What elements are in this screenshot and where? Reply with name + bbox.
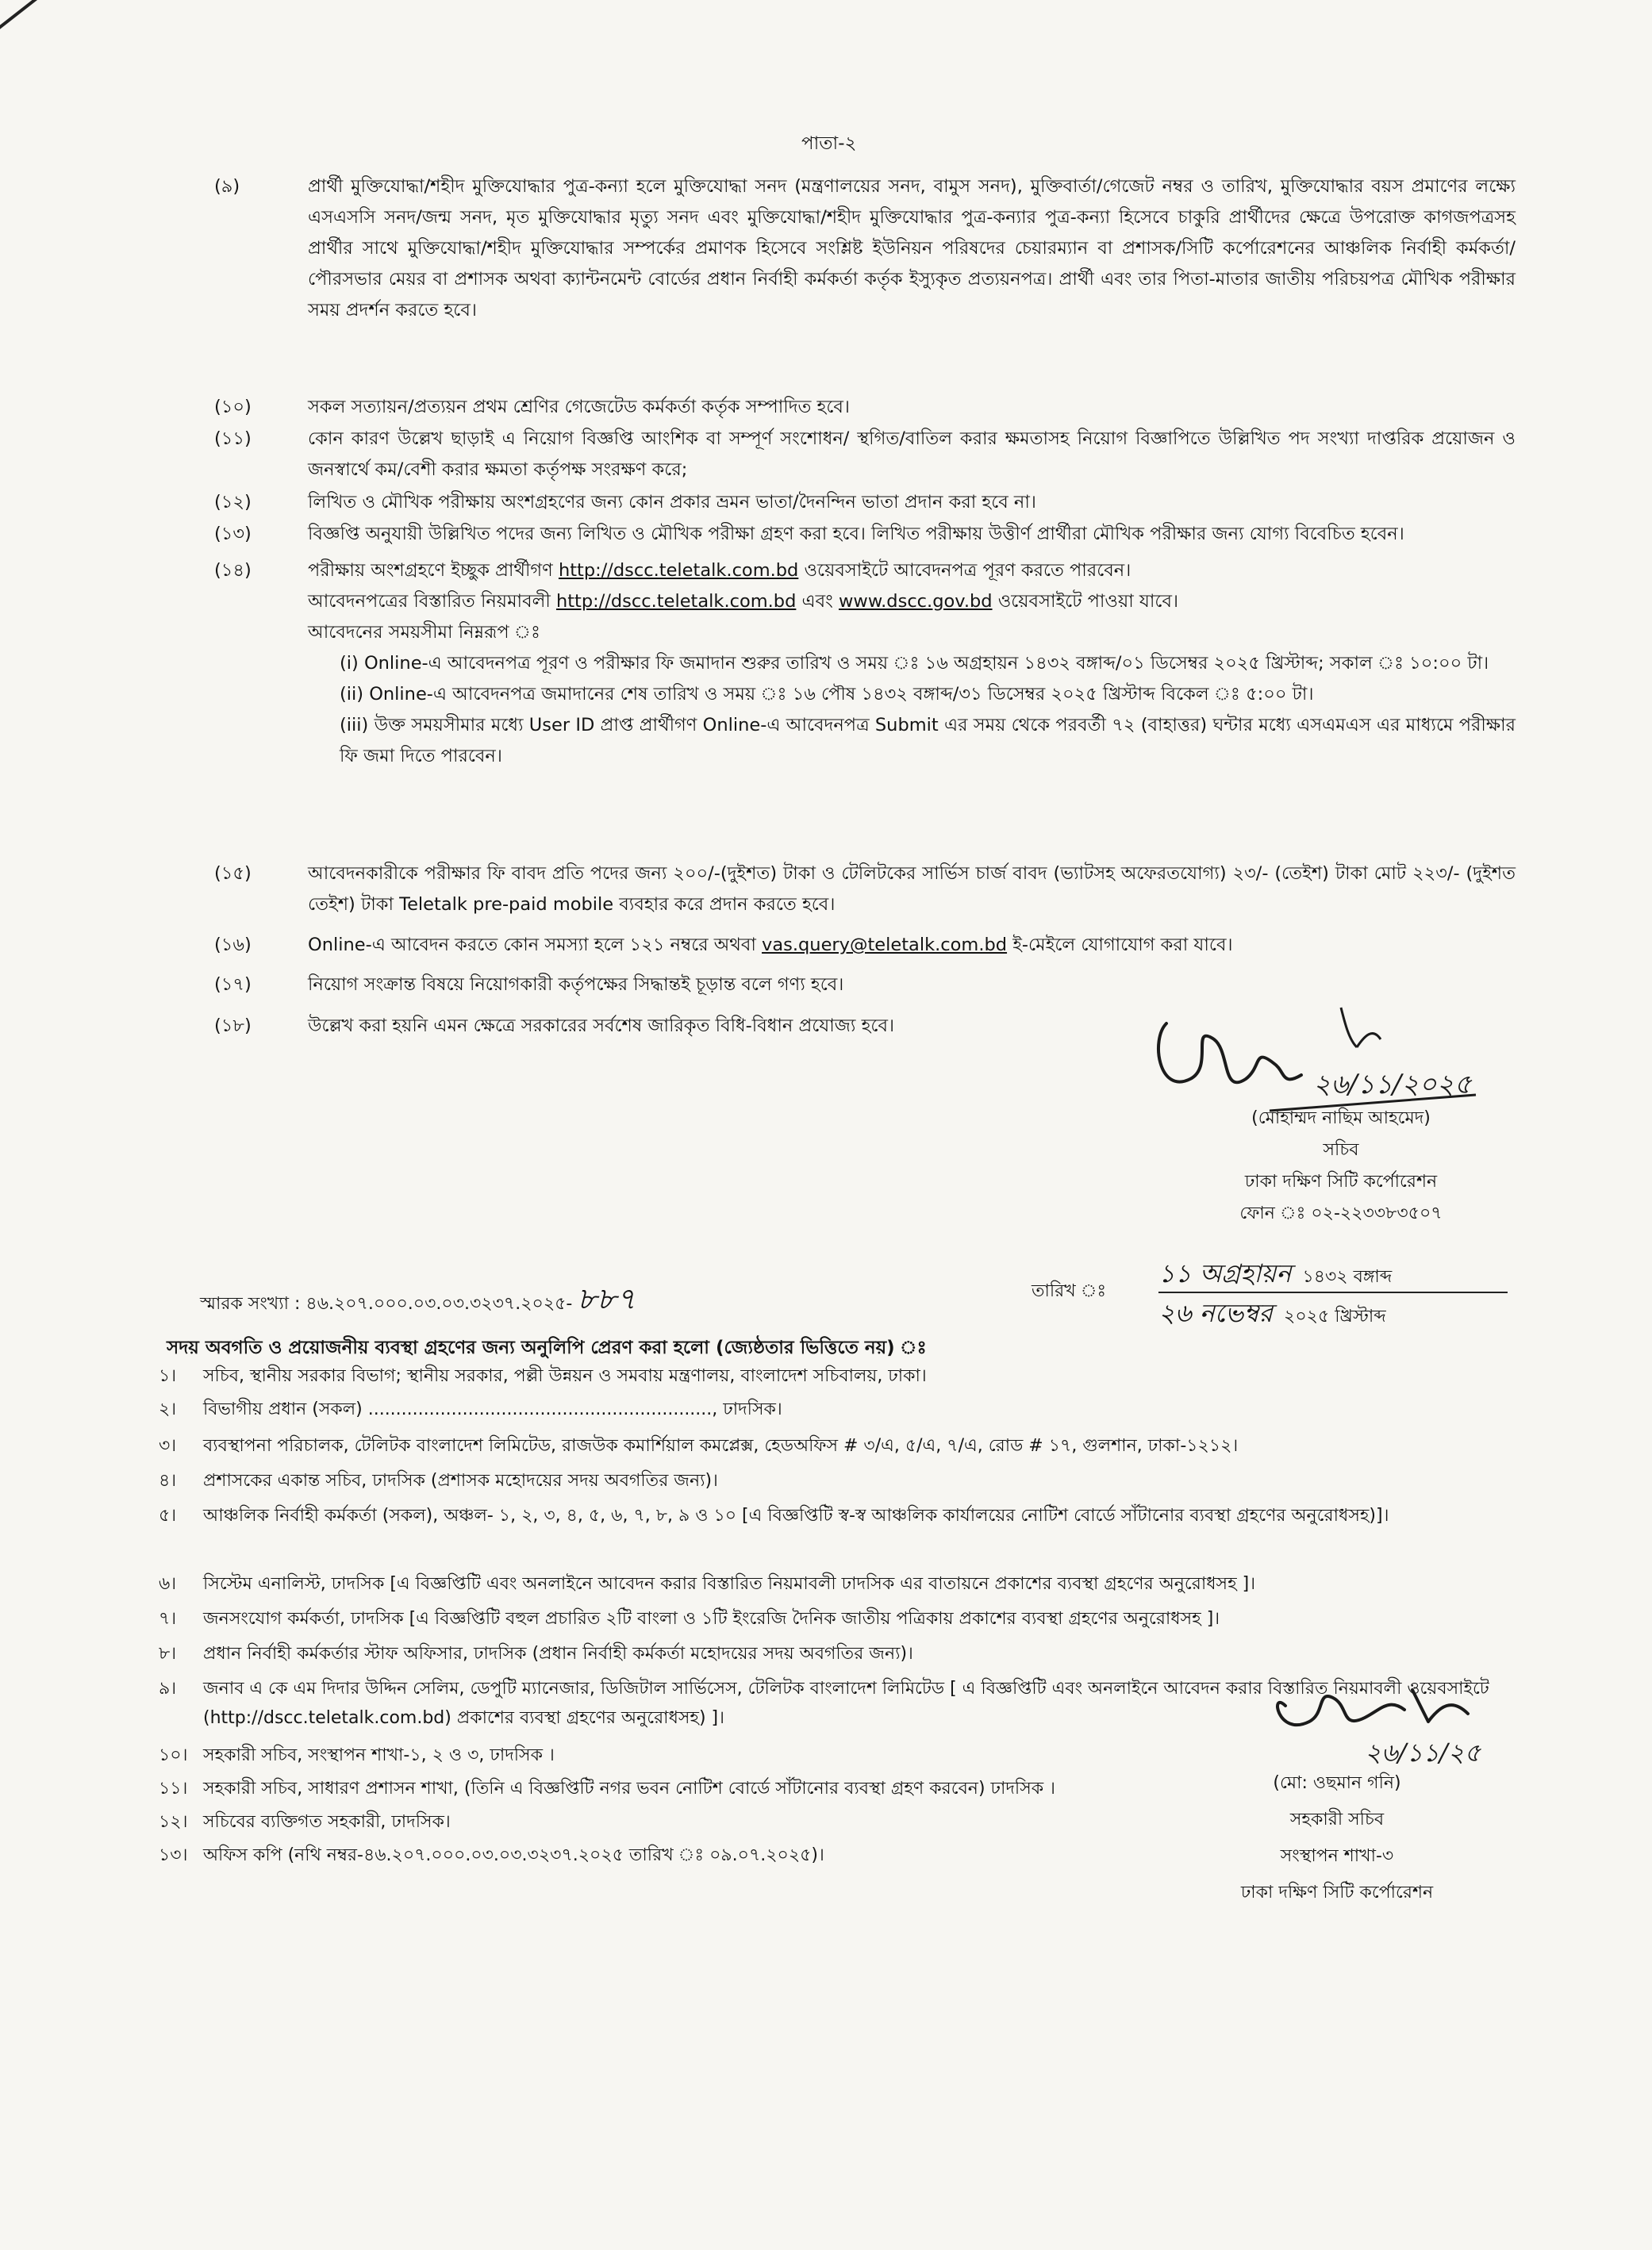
page-number: পাতা-২ xyxy=(801,133,857,154)
scan-corner-mark xyxy=(0,0,68,35)
term-number: (১৫) xyxy=(214,863,252,884)
cc-item: ১২। সচিবের ব্যক্তিগত সহকারী, ঢাদসিক। xyxy=(159,1812,451,1832)
teletalk-link[interactable]: http://dscc.teletalk.com.bd xyxy=(555,591,797,612)
signatory-title: সচিব xyxy=(1323,1140,1359,1160)
gregorian-date: ২৬ নভেম্বর ২০২৫ খ্রিস্টাব্দ xyxy=(1158,1298,1386,1328)
cc-item: ৯। জনাব এ কে এম দিদার উদ্দিন সেলিম, ডেপুটি ম্যানেজার, ডিজিটাল সার্ভিসেস, টেলিটক বাংলাদেশ লিমিটেড [ এ বিজ্ঞপ্তিটি এবং অনলাইনে আবেদন করার বিস্তারিত নিয়মাবলী ওয়েবসাইটে (http://dscc.teletalk.com.bd) প্রকাশের ব্যবস্থা গ্রহণের অনুরোধসহ) ]। xyxy=(159,1679,1489,1728)
signatory-org: ঢাকা দক্ষিণ সিটি কর্পোরেশন xyxy=(1244,1172,1438,1192)
term-9 xyxy=(214,171,1516,326)
term-11 xyxy=(214,424,1516,486)
term-14-line-3: আবেদনের সময়সীমা নিম্নরূপ ঃ xyxy=(308,622,540,643)
term-16: (১৬) Online-এ আবেদন করতে কোন সমস্যা হলে ১২১ নম্বরে অথবা vas.query@teletalk.com.bd ই-মেইলে যোগাযোগ করা যাবে। xyxy=(214,930,1516,961)
cc-item: ৭। জনসংযোগ কর্মকর্তা, ঢাদসিক [এ বিজ্ঞপ্তিটি বহুল প্রচারিত ২টি বাংলা ও ১টি ইংরেজি দৈনিক জাতীয় পত্রিকায় প্রকাশের ব্যবস্থা গ্রহণের অনুরোধসহ ]। xyxy=(159,1609,1220,1629)
signatory-org: ঢাকা দক্ষিণ সিটি কর্পোরেশন xyxy=(1240,1883,1434,1903)
cc-item: ২। বিভাগীয় প্রধান (সকল) .............................................................., ঢাদসিক। xyxy=(159,1400,782,1419)
term-number: (১৭) xyxy=(214,974,252,995)
term-text: বিজ্ঞপ্তি অনুযায়ী উল্লিখিত পদের জন্য লিখিত ও মৌখিক পরীক্ষা গ্রহণ করা হবে। লিখিত পরীক্ষায় উত্তীর্ণ প্রার্থীরা মৌখিক পরীক্ষার জন্য যোগ্য বিবেচিত হবেন। xyxy=(308,524,1404,544)
cc-item: ১১। সহকারী সচিব, সাধারণ প্রশাসন শাখা, (তিনি এ বিজ্ঞপ্তিটি নগর ভবন নোটিশ বোর্ডে সাঁটানোর ব্যবস্থা গ্রহণ করবেন) ঢাদসিক । xyxy=(159,1779,1055,1799)
teletalk-link[interactable]: http://dscc.teletalk.com.bd xyxy=(558,560,799,581)
cc-item: ৮। প্রধান নির্বাহী কর্মকর্তার স্টাফ অফিসার, ঢাদসিক (প্রধান নির্বাহী কর্মকর্তা মহোদয়ের সদয় অবগতির জন্য)। xyxy=(159,1644,913,1664)
term-number: (১৮) xyxy=(214,1016,252,1036)
term-14-sub-i: (i) Online-এ আবেদনপত্র পূরণ ও পরীক্ষার ফি জমাদান শুরুর তারিখ ও সময় ঃ ১৬ অগ্রহায়ন ১৪৩২ বঙ্গাব্দ/০১ ডিসেম্বর ২০২৫ খ্রিস্টাব্দ; সকাল ঃ ১০:০০ টা। xyxy=(340,653,1489,674)
term-number: (১০) xyxy=(214,397,252,417)
term-14-sub-ii: (ii) Online-এ আবেদনপত্র জমাদানের শেষ তারিখ ও সময় ঃ ১৬ পৌষ ১৪৩২ বঙ্গাব্দ/৩১ ডিসেম্বর ২০২৫ খ্রিস্টাব্দ বিকেল ঃ ৫:০০ টা। xyxy=(340,684,1314,705)
term-text: নিয়োগ সংক্রান্ত বিষয়ে নিয়োগকারী কর্তৃপক্ষের সিদ্ধান্তই চূড়ান্ত বলে গণ্য হবে। xyxy=(308,974,844,995)
memo-handwritten-number: ৮৮৭ xyxy=(577,1281,636,1316)
term-12 xyxy=(214,487,1516,518)
memo-number: স্মারক সংখ্যা : ৪৬.২০৭.০০০.০৩.০৩.৩২৩৭.২০২৫- ৮৮৭ xyxy=(200,1281,636,1316)
term-number: (১২) xyxy=(214,492,252,513)
term-text: প্রার্থী মুক্তিযোদ্ধা/শহীদ মুক্তিযোদ্ধার পুত্র-কন্যা হলে মুক্তিযোদ্ধা সনদ (মন্ত্রণালয়ের সনদ, বামুস সনদ), মুক্তিবার্তা/গেজেট নম্বর ও তারিখ, মুক্তিযোদ্ধার বয়স প্রমাণের লক্ষ্যে এসএসসি সনদ/জন্ম সনদ, মৃত মুক্তিযোদ্ধার মৃত্যু সনদ এবং মুক্তিযোদ্ধা/শহীদ মুক্তিযোদ্ধার পুত্র-কন্যার পুত্র-কন্যা হিসেবে চাকুরি প্রার্থীদের ক্ষেত্রে উপরোক্ত কাগজপত্রসহ প্রার্থীর সাথে মুক্তিযোদ্ধা/শহীদ মুক্তিযোদ্ধার সম্পর্কের প্রমাণক হিসেবে সংশ্লিষ্ট ইউনিয়ন পরিষদের চেয়ারম্যান বা প্রশাসক/সিটি কর্পোরেশনের আঞ্চলিক নির্বাহী কর্মকর্তা/পৌরসভার মেয়র বা প্রশাসক অথবা ক্যান্টনমেন্ট বোর্ডের প্রধান নির্বাহী কর্মকর্তা কর্তৃক ইস্যুকৃত প্রত্যয়নপত্র। প্রার্থী এবং তার পিতা-মাতার জাতীয় পরিচয়পত্র মৌখিক পরীক্ষার সময় প্রদর্শন করতে হবে। xyxy=(308,176,1516,321)
term-text: কোন কারণ উল্লেখ ছাড়াই এ নিয়োগ বিজ্ঞপ্তি আংশিক বা সম্পূর্ণ সংশোধন/ স্থগিত/বাতিল করার ক্ষমতাসহ নিয়োগ বিজ্ঞাপিতে উল্লিখিত পদ সংখ্যা দাপ্তরিক প্রয়োজন ও জনস্বার্থে কম/বেশী করার ক্ষমতা কর্তৃপক্ষ সংরক্ষণ করে; xyxy=(308,428,1516,480)
term-number: (৯) xyxy=(214,176,240,197)
assistant-secretary-block xyxy=(1166,1765,1508,1911)
term-10 xyxy=(214,392,1516,423)
term-text: সকল সত্যায়ন/প্রত্যয়ন প্রথম শ্রেণির গেজেটেড কর্মকর্তা কর্তৃক সম্পাদিত হবে। xyxy=(308,397,850,417)
cc-item: ১। সচিব, স্থানীয় সরকার বিভাগ; স্থানীয় সরকার, পল্লী উন্নয়ন ও সমবায় মন্ত্রণালয়, বাংলাদেশ সচিবালয়, ঢাকা। xyxy=(159,1366,927,1386)
cc-item: ৩। ব্যবস্থাপনা পরিচালক, টেলিটক বাংলাদেশ লিমিটেড, রাজউক কমার্শিয়াল কমপ্লেক্স, হেডঅফিস # ৩/এ, ৫/এ, ৭/এ, রোড # ১৭, গুলশান, ঢাকা-১২১২। xyxy=(159,1436,1239,1456)
term-text: লিখিত ও মৌখিক পরীক্ষায় অংশগ্রহণের জন্য কোন প্রকার ভ্রমন ভাতা/দৈনন্দিন ভাতা প্রদান করা হবে না। xyxy=(308,492,1036,513)
term-number: (১৩) xyxy=(214,524,252,544)
dscc-website-link[interactable]: www.dscc.gov.bd xyxy=(839,591,993,612)
support-email-link[interactable]: vas.query@teletalk.com.bd xyxy=(762,935,1008,955)
term-13 xyxy=(214,519,1516,550)
cc-item: ১৩। অফিস কপি (নথি নম্বর-৪৬.২০৭.০০০.০৩.০৩.৩২৩৭.২০২৫ তারিখ ঃ ০৯.০৭.২০২৫)। xyxy=(159,1845,824,1865)
signatory-title: সহকারী সচিব xyxy=(1289,1810,1385,1830)
signatory-name: (মোহাম্মদ নাছিম আহমেদ) xyxy=(1251,1108,1431,1128)
signature-date: ২৬/১১/২৫ xyxy=(1365,1737,1481,1768)
signatory-name: (মো: ওছমান গনি) xyxy=(1273,1773,1401,1793)
cc-heading: সদয় অবগতি ও প্রয়োজনীয় ব্যবস্থা গ্রহণের জন্য অনুলিপি প্রেরণ করা হলো (জ্যেষ্ঠতার ভিত্তিতে নয়) ঃ xyxy=(167,1338,927,1358)
term-14-line-1: পরীক্ষায় অংশগ্রহণে ইচ্ছুক প্রার্থীগণ http://dscc.teletalk.com.bd ওয়েবসাইটে আবেদনপত্র পূরণ করতে পারবেন। xyxy=(308,560,1131,581)
term-text: উল্লেখ করা হয়নি এমন ক্ষেত্রে সরকারের সর্বশেষ জারিকৃত বিধি-বিধান প্রযোজ্য হবে। xyxy=(308,1016,895,1036)
term-15 xyxy=(214,858,1516,920)
bangla-date: ১১ অগ্রহায়ন ১৪৩২ বঙ্গাব্দ xyxy=(1158,1254,1508,1293)
term-number: (১১) xyxy=(214,428,252,449)
date-block xyxy=(1158,1254,1508,1331)
date-label: তারিখ ঃ xyxy=(1032,1281,1107,1301)
cc-item: ৫। আঞ্চলিক নির্বাহী কর্মকর্তা (সকল), অঞ্চল- ১, ২, ৩, ৪, ৫, ৬, ৭, ৮, ৯ ও ১০ [এ বিজ্ঞপ্তিটি স্ব-স্ব আঞ্চলিক কার্যালয়ের নোটিশ বোর্ডে সাঁটানোর ব্যবস্থা গ্রহণের অনুরোধসহ)]। xyxy=(159,1506,1389,1526)
cc-item: ৬। সিস্টেম এনালিস্ট, ঢাদসিক [এ বিজ্ঞপ্তিটি এবং অনলাইনে আবেদন করার বিস্তারিত নিয়মাবলী ঢাদসিক এর বাতায়নে প্রকাশের ব্যবস্থা গ্রহণের অনুরোধসহ ]। xyxy=(159,1574,1256,1594)
signatory-phone: ফোন ঃ ০২-২২৩৩৮৩৫০৭ xyxy=(1239,1204,1443,1223)
signature-date: ২৬/১১/২০২৫ xyxy=(1313,1069,1472,1100)
signatory-section: সংস্থাপন শাখা-৩ xyxy=(1280,1846,1394,1866)
secretary-block xyxy=(1182,1103,1500,1230)
term-number: (১৬) xyxy=(214,935,252,955)
term-text: আবেদনকারীকে পরীক্ষার ফি বাবদ প্রতি পদের জন্য ২০০/-(দুইশত) টাকা ও টেলিটকের সার্ভিস চার্জ বাবদ (ভ্যাটসহ অফেরতযোগ্য) ২৩/- (তেইশ) টাকা মোট ২২৩/- (দুইশত তেইশ) টাকা Teletalk pre-paid mobile ব্যবহার করে প্রদান করতে হবে। xyxy=(308,863,1516,915)
term-number: (১৪) xyxy=(214,560,252,581)
cc-item: ৪। প্রশাসকের একান্ত সচিব, ঢাদসিক (প্রশাসক মহোদয়ের সদয় অবগতির জন্য)। xyxy=(159,1471,718,1491)
term-14 xyxy=(214,555,1516,772)
term-14-sub-iii: (iii) উক্ত সময়সীমার মধ্যে User ID প্রাপ্ত প্রার্থীগণ Online-এ আবেদনপত্র Submit এর সময় থেকে পরবর্তী ৭২ (বাহাত্তর) ঘন্টার মধ্যে এসএমএস এর মাধ্যমে পরীক্ষার ফি জমা দিতে পারবেন। xyxy=(340,715,1516,766)
cc-item: ১০। সহকারী সচিব, সংস্থাপন শাখা-১, ২ ও ৩, ঢাদসিক । xyxy=(159,1745,555,1765)
term-14-line-2: আবেদনপত্রের বিস্তারিত নিয়মাবলী http://dscc.teletalk.com.bd এবং www.dscc.gov.bd ওয়েবসাইটে পাওয়া যাবে। xyxy=(308,591,1179,612)
